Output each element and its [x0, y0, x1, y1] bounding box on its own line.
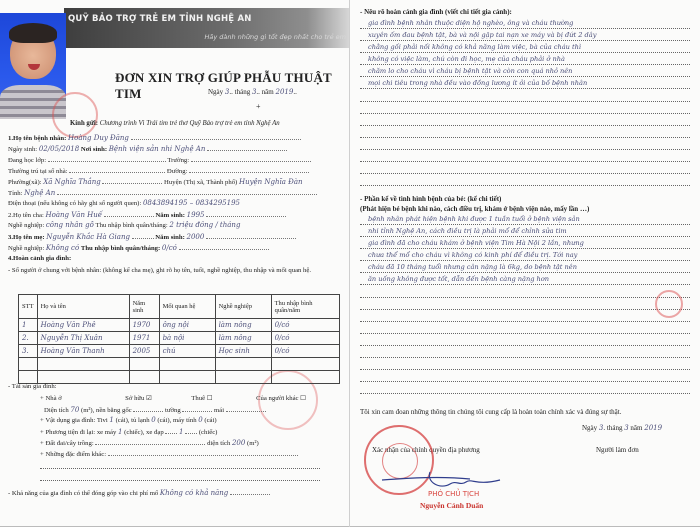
table-row — [19, 371, 340, 384]
date-month: 3 — [624, 424, 629, 432]
cell-occupation[interactable]: làm nông — [215, 319, 271, 332]
table-row — [19, 319, 340, 332]
dotted-line — [360, 309, 690, 310]
dotted-line — [40, 468, 320, 469]
other-owner-checkbox[interactable]: Của người khác ☐ — [256, 395, 307, 402]
contribution-value[interactable]: Không có khả năng — [159, 489, 229, 497]
land-row — [40, 438, 330, 447]
form-page-right — [350, 0, 700, 527]
dotted-line — [179, 243, 269, 250]
grade-row — [8, 155, 318, 164]
rent-checkbox[interactable]: Thuê ☐ — [191, 395, 213, 402]
cell-relationship[interactable] — [159, 371, 215, 384]
date-prefix: Ngày — [208, 88, 224, 96]
footer-date: Ngày 3. tháng 3 năm 2019 — [582, 424, 663, 432]
table-row — [19, 345, 340, 358]
family-section-label: 4.Hoàn cảnh gia đình: — [8, 255, 72, 262]
dotted-line — [206, 232, 296, 239]
cell-income[interactable]: 0/có — [271, 345, 339, 358]
cell-stt[interactable]: 2. — [19, 332, 38, 345]
dotted-line — [360, 52, 690, 53]
medical-line[interactable]: ăn uống không được tốt, dẫn đến bệnh càng nặng hơn — [368, 275, 549, 283]
other-features-label: + Những đặc điểm khác: — [40, 451, 107, 458]
district-value[interactable]: Huyện Nghĩa Đàn — [238, 178, 303, 186]
header-banner — [64, 8, 350, 48]
father-year-label: Năm sinh: — [155, 212, 185, 219]
cell-relationship[interactable] — [159, 358, 215, 371]
dotted-line — [360, 76, 690, 77]
dotted-line — [360, 321, 690, 322]
cell-birth-year[interactable] — [129, 358, 159, 371]
medical-line[interactable]: nhi tỉnh Nghệ An, cách điều trị là phải mổ để chỉnh sửa tim — [368, 227, 567, 235]
date-year: 2019 — [644, 424, 663, 432]
fridge-count[interactable]: 0 — [151, 416, 156, 424]
dotted-line — [360, 113, 690, 114]
stamp-seal-icon — [655, 290, 683, 318]
cell-birth-year[interactable] — [129, 371, 159, 384]
dotted-line — [360, 260, 690, 261]
father-job-row — [8, 221, 318, 229]
medical-hint: (Phát hiện bé bệnh khi nào, cách điều trị, khám ở bệnh viện nào, mấy lần …) — [360, 205, 590, 213]
dotted-line — [360, 28, 690, 29]
ward-label: Phường(xã): — [8, 179, 42, 186]
dotted-line — [360, 149, 690, 150]
medical-line[interactable]: bệnh nhân phát hiện bệnh khi được 1 tuần tuổi ở bệnh viện sản — [368, 215, 580, 223]
other-features-field[interactable] — [108, 449, 298, 456]
land-area-label: diện tích — [207, 440, 231, 447]
dotted-line — [104, 210, 154, 217]
contribution-row — [8, 488, 318, 497]
date-year: 2019 — [275, 88, 294, 96]
patient-name-value[interactable]: Hoàng Duy Đăng — [68, 134, 129, 142]
dotted-line — [360, 272, 690, 273]
cell-income[interactable]: 0/có — [271, 319, 339, 332]
father-year-value[interactable]: 1995 — [186, 211, 205, 219]
area-unit: (m²), nền bằng gốc — [80, 407, 132, 414]
date-month-label: tháng — [606, 424, 623, 432]
cell-name[interactable] — [37, 358, 129, 371]
table-row — [19, 332, 340, 345]
father-name-row — [8, 210, 318, 219]
dotted-line — [360, 185, 690, 186]
mother-income-value[interactable]: 0/có — [161, 244, 177, 252]
land-area-value[interactable]: 200 — [231, 439, 246, 447]
col-stt: STT — [19, 295, 38, 319]
household-items-row — [40, 416, 330, 424]
applicant-label: Người làm đơn — [596, 446, 639, 454]
ward-row — [8, 177, 318, 186]
ward-value[interactable]: Xã Nghĩa Thắng — [43, 178, 101, 186]
address-field[interactable] — [69, 166, 165, 173]
mother-name-row — [8, 232, 318, 241]
dotted-line — [360, 284, 690, 285]
cell-occupation[interactable]: làm nông — [215, 332, 271, 345]
province-value[interactable]: Nghệ An — [24, 189, 56, 197]
circumstances-line[interactable]: không có việc làm, chú còn đi học, mẹ của cháu phải ở nhà — [368, 55, 565, 63]
contribution-label: - Khả năng của gia đình có thể đóng góp vào chi phí mổ — [8, 490, 159, 497]
dotted-line — [132, 232, 154, 239]
document-title: ĐƠN XIN TRỢ GIÚP PHẪU THUẬT TIM — [115, 70, 332, 101]
area-value[interactable]: 70 — [70, 406, 80, 414]
unit-vehicle: (chiếc) — [198, 429, 218, 436]
father-job-label: Nghề nghiệp: — [8, 222, 45, 229]
dotted-line — [40, 480, 320, 481]
medical-line[interactable]: cháu đã 10 tháng tuổi nhưng cân nặng là 6kg, do bệnh tật nên — [368, 263, 577, 271]
dotted-line — [360, 393, 690, 394]
dotted-line — [360, 137, 690, 138]
date-month: 3 — [251, 88, 257, 96]
dotted-line — [360, 40, 690, 41]
land-field[interactable] — [95, 438, 205, 445]
father-income-value[interactable]: 2 triệu đồng / tháng — [169, 221, 241, 229]
col-birth-year: Năm sinh — [129, 295, 159, 319]
wall-field[interactable] — [182, 405, 212, 412]
form-date: Ngày 3.. tháng 3.. năm 2019.. — [208, 88, 297, 96]
cell-stt[interactable] — [19, 371, 38, 384]
dotted-line — [185, 427, 197, 434]
dotted-line — [133, 405, 163, 412]
dotted-line — [360, 357, 690, 358]
dotted-line — [360, 161, 690, 162]
dotted-line — [360, 333, 690, 334]
transport-label: + Phương tiện đi lại: xe máy — [40, 429, 117, 436]
commitment-text: Tôi xin cam đoan những thông tin chúng tôi cung cấp là hoàn toàn chính xác và đúng sự thật. — [360, 408, 622, 416]
cell-income[interactable] — [271, 358, 339, 371]
cell-name[interactable]: Hoàng Văn Thanh — [37, 345, 129, 358]
house-row — [40, 394, 330, 402]
table-row — [19, 358, 340, 371]
street-label: Đường: — [166, 168, 188, 175]
signer-title: PHÓ CHỦ TỊCH — [428, 490, 480, 498]
cell-income[interactable]: 0/có — [271, 332, 339, 345]
wall-label: tường — [164, 407, 181, 414]
province-row — [8, 188, 318, 197]
address-label: Thường trú tại số nhà: — [8, 168, 68, 175]
cell-occupation[interactable] — [215, 358, 271, 371]
stamp-seal-icon — [52, 92, 98, 138]
land-label: + Đất đai/cây trồng: — [40, 440, 94, 447]
org-name: QUỸ BẢO TRỢ TRẺ EM TỈNH NGHỆ AN — [68, 14, 252, 24]
cell-birth-year[interactable]: 1970 — [129, 319, 159, 332]
dotted-line — [360, 101, 690, 102]
phone-value[interactable]: 0843894195 – 0834295195 — [142, 199, 240, 207]
land-unit: (m²) — [247, 440, 259, 447]
birthplace-value[interactable]: Bệnh viện sản nhi Nghệ An — [108, 145, 206, 153]
dotted-line — [360, 173, 690, 174]
date-year-label: năm — [261, 88, 274, 96]
circumstances-line[interactable]: gia đình bệnh nhân thuộc diện hộ nghèo, ông và cháu thường — [368, 19, 574, 27]
dotted-line — [230, 488, 270, 495]
col-name: Họ và tên — [37, 295, 129, 319]
phone-label: Điện thoại (nếu không có hãy ghi số người quen): — [8, 200, 142, 207]
cell-stt[interactable]: 1 — [19, 319, 38, 332]
own-checkbox[interactable]: Sở hữu ☑ — [125, 395, 153, 402]
transport-row — [40, 427, 330, 436]
dotted-line — [360, 345, 690, 346]
circumstances-label: - Nêu rõ hoàn cảnh gia đình (viết chi tiết gia cảnh): — [360, 8, 512, 16]
date-day: 3 — [598, 424, 604, 432]
mother-name-label: 3.Họ tên mẹ: — [8, 234, 45, 241]
date-year-label: năm — [630, 424, 643, 432]
other-features-row — [40, 449, 330, 458]
motorbike-count[interactable]: 1 — [117, 428, 123, 436]
plus-mark: + — [256, 102, 261, 111]
circumstances-line[interactable]: chằng gối phải nối không có khả năng làm việc, bà của cháu thì — [368, 43, 581, 51]
family-section-heading — [8, 255, 318, 262]
date-day: 3 — [224, 88, 230, 96]
dotted-line — [360, 236, 690, 237]
phone-row — [8, 199, 318, 207]
addressee: Chương trình Vì Trái tim trẻ thơ Quỹ Bảo trợ trẻ em tỉnh Nghệ An — [99, 120, 280, 127]
col-income: Thu nhập bình quân/năm — [271, 295, 339, 319]
school-field[interactable] — [191, 155, 311, 162]
street-field[interactable] — [189, 166, 309, 173]
cell-name[interactable]: Nguyễn Thị Xuân — [37, 332, 129, 345]
medical-line[interactable]: chưa thể mổ cho cháu vì không có kinh phí để điều trị. Tới nay — [368, 251, 578, 259]
photo-hair — [9, 23, 57, 43]
date-month-label: tháng — [234, 88, 251, 96]
addressee-label: Kính gửi: — [70, 120, 99, 127]
computer-label: (cái), máy tính — [157, 417, 197, 424]
cell-birth-year[interactable]: 1971 — [129, 332, 159, 345]
dotted-line — [360, 248, 690, 249]
mother-income-label: Thu nhập bình quân/tháng: — [80, 245, 161, 252]
dotted-line — [360, 125, 690, 126]
grade-field[interactable] — [48, 155, 166, 162]
cell-occupation[interactable] — [215, 371, 271, 384]
col-occupation: Nghề nghiệp — [215, 295, 271, 319]
patient-name-row — [8, 133, 318, 142]
cell-birth-year[interactable]: 2005 — [129, 345, 159, 358]
cell-relationship[interactable]: ông nội — [159, 319, 215, 332]
household-label: + Vật dụng gia đình: Tivi — [40, 417, 108, 424]
computer-count[interactable]: 0 — [198, 416, 203, 424]
dotted-line — [102, 177, 162, 184]
dob-row — [8, 144, 318, 153]
birthplace-label: Nơi sinh: — [80, 146, 108, 153]
school-label: Trường: — [167, 157, 190, 164]
area-label: Diện tích — [44, 407, 69, 414]
address-row — [8, 166, 318, 175]
date-prefix: Ngày — [582, 424, 598, 432]
org-slogan: Hãy dành những gì tốt đẹp nhất cho trẻ em — [204, 33, 346, 41]
addressee-line — [70, 120, 280, 127]
medical-label: - Phần kể về tình hình bệnh của bé: (kể chi tiết) — [360, 195, 502, 203]
cell-stt[interactable] — [19, 358, 38, 371]
table-header-row — [19, 295, 340, 319]
father-job-value[interactable]: công nhân gỗ — [45, 221, 94, 229]
roof-field[interactable] — [226, 405, 266, 412]
dotted-line — [360, 297, 690, 298]
roof-label: mái — [214, 407, 225, 414]
cell-name[interactable]: Hoàng Văn Phê — [37, 319, 129, 332]
household-members-table — [18, 294, 340, 384]
dotted-line — [360, 369, 690, 370]
medical-line[interactable]: gia đình đã cho cháu khám ở bệnh viện Tim Hà Nội 2 lần, nhưng — [368, 239, 584, 247]
cell-income[interactable] — [271, 371, 339, 384]
mother-job-value[interactable]: Không có — [45, 244, 80, 252]
circumstances-line[interactable]: mọi chi tiêu trong nhà đều vào đồng lương ít ỏi của bố bệnh nhân — [368, 79, 588, 87]
dob-label: Ngày sinh: — [8, 146, 38, 153]
father-income-label: Thu nhập bình quân/tháng: — [95, 222, 168, 229]
bicycle-label: (chiếc), xe đạp — [124, 429, 164, 436]
province-label: Tỉnh: — [8, 190, 23, 197]
cell-occupation[interactable]: Học sinh — [215, 345, 271, 358]
mother-year-value[interactable]: 2000 — [186, 233, 205, 241]
grade-label: Đang học lớp: — [8, 157, 47, 164]
circumstances-line[interactable]: xuyên ốm đau bệnh tật, bà và nội gặp tai nạn xe máy và bị đứt 2 dây — [368, 31, 597, 39]
house-label: + Nhà ở — [40, 395, 62, 402]
mother-year-label: Năm sinh: — [155, 234, 185, 241]
cell-stt[interactable]: 3. — [19, 345, 38, 358]
mother-job-row — [8, 243, 318, 252]
col-relationship: Mối quan hệ — [159, 295, 215, 319]
area-row — [44, 405, 334, 414]
cell-relationship[interactable]: bà nội — [159, 332, 215, 345]
unit-piece: (cái) — [204, 417, 217, 424]
mother-job-label: Nghề nghiệp: — [8, 245, 45, 252]
tv-count[interactable]: 1 — [109, 416, 114, 424]
mother-name-value[interactable]: Nguyễn Khắc Hà Giang — [46, 233, 130, 241]
cell-name[interactable] — [37, 371, 129, 384]
dotted-line — [206, 210, 286, 217]
members-intro: - Số người ở chung với bệnh nhân: (không kể cha mẹ), ghi rõ họ tên, tuổi, nghề nghiệp, thu nhập và mối quan hệ. — [8, 267, 312, 274]
assets-heading: - Tài sản gia đình: — [8, 383, 57, 390]
bicycle-count[interactable]: 1 — [179, 428, 184, 436]
father-name-label: 2.Họ tên cha: — [8, 212, 44, 219]
patient-name-label: 1.Họ tên bệnh nhân: — [8, 135, 67, 142]
signature-icon — [380, 470, 520, 490]
dotted-line — [360, 64, 690, 65]
dotted-line — [57, 188, 317, 195]
district-label: Huyện (Thị xã, Thành phố) — [164, 179, 238, 186]
dotted-line — [360, 88, 690, 89]
cell-relationship[interactable]: chú — [159, 345, 215, 358]
signer-name: Nguyễn Cảnh Duẩn — [420, 501, 484, 510]
dotted-line — [207, 144, 287, 151]
fridge-label: (cái), tủ lạnh — [115, 417, 150, 424]
dotted-line — [360, 381, 690, 382]
circumstances-line[interactable]: chăm lo cho cháu vì cháu bị bệnh tật và còn con quá nhỏ nên — [368, 67, 573, 75]
local-gov-label: Xác nhận của chính quyền địa phương — [372, 446, 480, 454]
dob-value[interactable]: 02/05/2018 — [38, 145, 80, 153]
dotted-line — [360, 224, 690, 225]
dotted-line — [131, 133, 301, 140]
father-name-value[interactable]: Hoàng Văn Huế — [45, 211, 103, 219]
dotted-line — [165, 427, 177, 434]
